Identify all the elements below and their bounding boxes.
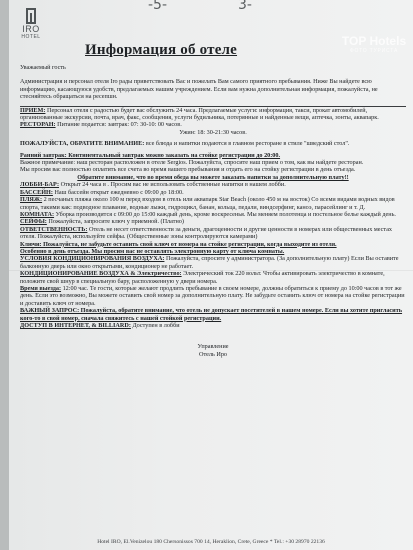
reception-heading: ПРИЕМ: [20, 106, 46, 114]
intro-paragraph: Администрация и персонал отеля Iro рады приветствовать Вас и пожелать Вам самого приятного пребывания. Ниже Вы найдете всю информацию, касающуюся удобств, предлагаемых нашим учреждением. Если вам нужна дополнительная информация, пожалуйста, не стесняйтесь обращаться на ресепшн. [20, 78, 378, 101]
watermark-sub: ФОТО ТУРИСТА [349, 48, 399, 54]
notice-sheet [9, 0, 413, 550]
ac-heading: УСЛОВИЯ КОНДИЦИОНИРОВАНИЯ ВОЗДУХА: [20, 255, 165, 263]
dress-text: все блюда и напитки подаются в главном ресторане в стиле "шведский стол". [145, 140, 350, 148]
handwritten-mark-left: -5- [148, 0, 168, 13]
rooms-heading: КОМНАТА: [20, 210, 55, 218]
restaurant-dinner: Ужин: 18: 30-21:30 часов. [179, 128, 247, 136]
safes-text: Пожалуйста, запросите ключ у приемной. (Платно) [48, 218, 184, 226]
safes-section [20, 218, 406, 225]
logo-name: IRO [22, 24, 40, 34]
reception-text: Персонал отеля с радостью будет вас обслужить 24 часа. Предлагаемые услуги: информация, такси, прокат автомобилей, организованные экскурсии, почта, врач, факс, сообщения, услуги будильника, потерянные и найденные вещи, аптечка, зонты, аквапарк. [20, 106, 379, 122]
logo-sub: HOTEL [21, 34, 41, 40]
signature-line2: Отель Иро [198, 350, 228, 358]
keys-note: Ключи: Пожалуйста, не забудьте оставить свой ключ от номера на стойке регистрации, когда выходите из отеля. [20, 240, 337, 248]
pool-text: Наш бассейн открыт ежедневно с 09:00 до 18:00. [54, 188, 184, 196]
beach-section [20, 196, 406, 211]
electric-section [20, 270, 406, 285]
pool-heading: БАССЕЙН: [20, 188, 53, 196]
safes-heading: СЕЙФЫ: [20, 218, 47, 226]
early-breakfast-heading: Ранний завтрак: Континентальный завтрак можно заказать на стойке регистрации до 20:00. [20, 151, 281, 159]
checkout-heading: Время выезда: [20, 284, 62, 292]
restaurant-text: Питание подается: завтрак: 07: 30-10: 00 часов. [57, 121, 182, 129]
reception-section [20, 107, 406, 122]
page-title: Информация об отеле [85, 42, 238, 58]
rooms-text: Уборка производится с 09:00 до 15:00 каждый день, кроме воскресенья. Мы меняем полотенца и постельное белье каждый день. [55, 210, 396, 218]
signature [20, 343, 406, 358]
pool-section [20, 189, 406, 196]
checkout-text: 12:00 час. Те гости, которые желают продлить пребывание в своем номере, должны обратиться к приему до 10:00 часов в тот же день. Если это возможно, Вы можете оставить свой номер за дополнительную плату. Не забудьте оставить ключ от номера на стойке регистрации и доставить ключ от номера. [20, 284, 405, 307]
signature-line1: Управление [197, 343, 229, 351]
internet-text: Доступен в лобби [132, 322, 180, 329]
handwritten-mark-right: 3- [238, 0, 252, 13]
hotel-logo [18, 8, 44, 40]
important-request: ВАЖНЫЙ ЗАПРОС: Пожалуйста, обратите внимание, что отель не допускает посетителей в нашем номере. Если вы хотите пригласить кого-то в свой номер, сначала свяжитесь с нашей стойкой регистрации. [20, 307, 403, 322]
early-breakfast-notice: Обратите внимание, что во время обеда вы можете заказать напитки за дополнительную плату!! [77, 173, 349, 181]
liability-text: Отель не несет ответственности за деньги, драгоценности и другие ценности в номерах или общественных местах отеля. Пожалуйста, используйте сейфы. (Общественные зоны контролируются камерами) [20, 225, 393, 241]
watermark-brand: TOP Hotels [341, 34, 407, 48]
electric-heading: КОНДИЦИОНИРОВАНИЕ ВОЗДУХА & Электричество: [20, 270, 182, 278]
early-breakfast-payment: Мы просим вас полностью оплатить все счета во время вашего пребывания и отдать его на стойку регистрации в день отъезда. [20, 166, 356, 174]
internet-section [20, 322, 406, 329]
footer-address: Hotel IRO, El.Venizelou 180 Chersonissos 700 14, Heraklion, Crete, Greece * Tel.: +30 28970 22136 [97, 539, 325, 545]
beach-heading: ПЛЯЖ: [20, 196, 43, 204]
keys-departure-note: Особенно в день отъезда. Мы просим вас не оставлять электронную карту от ключа комнаты. [20, 247, 285, 255]
logo-icon [26, 8, 36, 24]
internet-heading: ДОСТУП В ИНТЕРНЕТ, & BILLIARD: [20, 322, 131, 329]
ac-text: Пожалуйста, спросите у администратора. (За дополнительную плату) Если Вы оставите балконную дверь или окно открытыми, кондиционер не работает. [20, 255, 399, 270]
lobby-section [20, 181, 406, 188]
beach-text: 2 песчаных пляжа около 100 м перед входом в отель или аквапарк Star Beach (около 450 м на восток) Со всеми видами водных видов спорта, такими как: подводное плавание, водные лыжи, гидроцикл, банан, кольца, педали, виндсерфинг, каноэ, парасейлинг и т. Д. [20, 196, 395, 211]
dress-heading: ПОЖАЛУЙСТА, ОБРАТИТЕ ВНИМАНИЕ: [20, 140, 145, 148]
dress-section [20, 140, 406, 147]
electric-text: Электрический ток 220 вольт. Чтобы активировать электричество в комнате, положите свой шнур в специальную бару, расположенную у двери номера. [20, 270, 385, 285]
lobby-heading: ЛОББИ-БАР: [20, 181, 60, 189]
document-body [20, 64, 406, 358]
liability-section [20, 226, 406, 241]
lobby-text: Открыт 24 часа в . Просим вас не использовать собственные напитки в нашем лобби. [60, 181, 286, 189]
liability-heading: ОТВЕТСТВЕННОСТЬ: [20, 225, 88, 233]
greeting: Уважаемый гость [20, 64, 66, 71]
checkout-section [20, 285, 406, 307]
restaurant-section [20, 121, 406, 128]
watermark [339, 34, 409, 54]
early-breakfast-note: Важное примечание: наш ресторан расположен в отеле Sergios. Пожалуйста, спросите наш прием о том, как вы найдете ресторан. [20, 159, 364, 167]
ac-section [20, 255, 406, 270]
restaurant-heading: РЕСТОРАН: [20, 121, 56, 129]
